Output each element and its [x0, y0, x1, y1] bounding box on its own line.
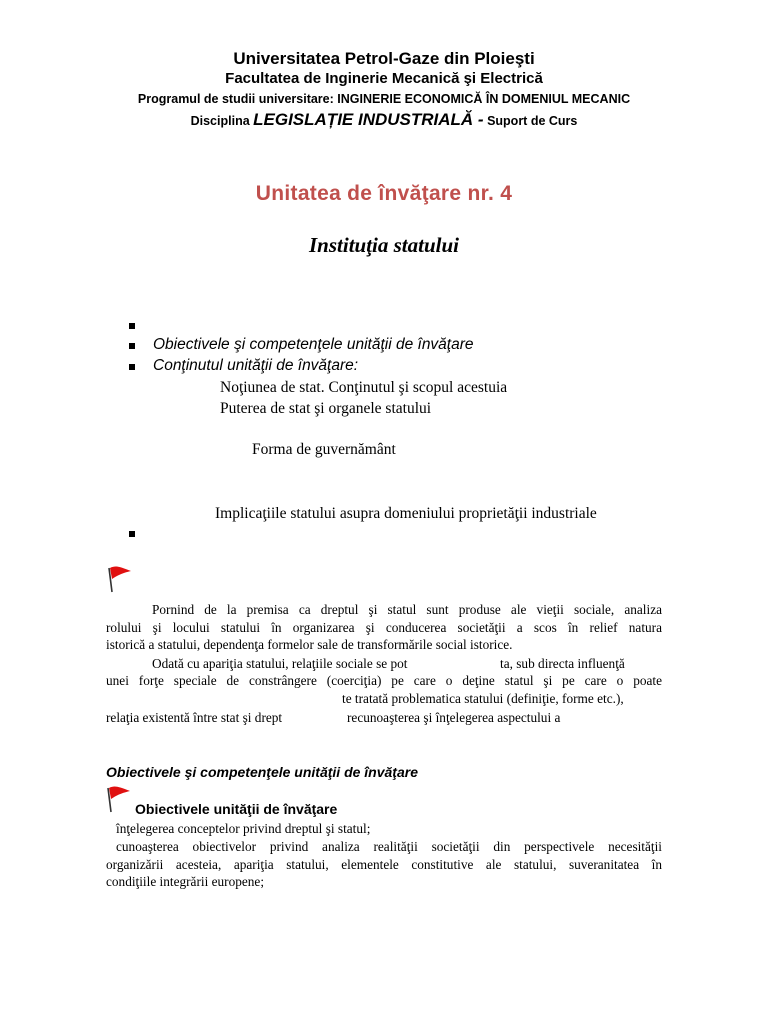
faculty-name: Facultatea de Inginerie Mecanică şi Electrică	[225, 70, 543, 87]
contents-item[interactable]: Implicaţiile statului asupra domeniului proprietăţii industriale	[215, 505, 597, 522]
intro-paragraph	[106, 601, 662, 654]
bullet-marker	[129, 364, 135, 370]
intro-line: te tratată problematica statului (definiţie, forme etc.),	[342, 691, 624, 706]
intro-line: Odată cu apariţia statului, relaţiile sociale se pot	[152, 656, 408, 671]
intro-line: rolului şi locului statului în organizarea şi conducerea societăţii a scos în relief natura	[106, 619, 662, 635]
discipline-prefix: Disciplina	[190, 114, 250, 128]
contents-item[interactable]: Noţiunea de stat. Conţinutul şi scopul acestuia	[220, 379, 508, 396]
intro-line: ta, sub directa influenţă	[500, 656, 625, 671]
university-name: Universitatea Petrol-Gaze din Ploieşti	[233, 49, 535, 68]
red-flag-icon	[106, 563, 134, 593]
bullet-marker	[129, 323, 135, 329]
intro-line: recunoaşterea şi înţelegerea aspectului a	[347, 710, 561, 725]
intro-line: relaţia existentă între stat şi drept	[106, 710, 283, 725]
intro-line: unei forţe speciale de constrângere (coerciţia) pe care o deţine statul şi pe care o poate	[106, 673, 662, 688]
unit-subject: Instituţia statului	[309, 233, 459, 257]
contents-item[interactable]: Forma de guvernământ	[252, 441, 396, 458]
bullet-marker	[129, 343, 135, 349]
objective-line: înţelegerea conceptelor privind dreptul şi statul;	[116, 821, 371, 836]
study-program: Programul de studii universitare: INGINERIE ECONOMICĂ ÎN DOMENIUL MECANIC	[137, 92, 631, 106]
unit-title: Unitatea de învăţare nr. 4	[255, 182, 513, 205]
bullet-marker	[129, 531, 135, 537]
discipline-line	[0, 110, 768, 130]
objective-line: organizării acesteia, apariţia statului, elementele constitutive ale statului, suveranitatea în	[106, 856, 662, 872]
objective-line: condiţiile integrării europene;	[106, 874, 265, 889]
red-flag-icon	[104, 783, 132, 813]
discipline-name: LEGISLAȚIE INDUSTRIALĂ -	[253, 110, 484, 129]
contents-item[interactable]: Puterea de stat şi organele statului	[220, 400, 432, 417]
intro-line: istorică a statului, dependenţa formelor sale de transformările social istorice.	[106, 637, 513, 652]
objectives-section-title: Obiectivele şi competenţele unităţii de învăţare	[106, 764, 418, 780]
objectives-subsection-title: Obiectivele unităţii de învăţare	[135, 801, 338, 817]
contents-heading: Conţinutul unităţii de învăţare:	[153, 357, 359, 374]
objectives-paragraph	[106, 838, 662, 891]
objective-line: cunoaşterea obiectivelor privind analiza realităţii societăţii din perspectivele necesităţii	[116, 839, 662, 854]
discipline-suffix: Suport de Curs	[487, 114, 578, 128]
contents-objectives-link[interactable]: Obiectivele şi competenţele unităţii de învăţare	[153, 336, 474, 353]
intro-line: Pornind de la premisa ca dreptul şi statul sunt produse ale vieţii sociale, analiza	[152, 602, 662, 617]
